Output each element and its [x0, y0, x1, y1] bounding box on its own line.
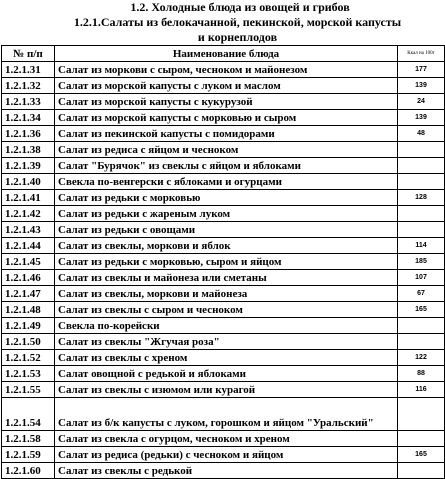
row-number: 1.2.1.43	[2, 222, 55, 238]
row-dish-name: Салат из морской капусты с кукурузой	[55, 94, 398, 110]
section-title: 1.2. Холодные блюда из овощей и грибов	[130, 0, 350, 14]
row-number: 1.2.1.44	[2, 238, 55, 254]
row-kcal: 177	[398, 62, 445, 78]
row-kcal: 48	[398, 126, 445, 142]
row-kcal	[398, 463, 445, 479]
table-row	[2, 382, 445, 398]
row-number: 1.2.1.46	[2, 270, 55, 286]
row-kcal: 88	[398, 366, 445, 382]
row-number: 1.2.1.48	[2, 302, 55, 318]
row-dish-name: Салат из редьки с морковью, сыром и яйцом	[55, 254, 398, 270]
row-kcal: 165	[398, 302, 445, 318]
row-number: 1.2.1.39	[2, 158, 55, 174]
row-dish-name: Салат из свекла с огурцом, чесноком и хреном	[55, 431, 398, 447]
row-kcal	[398, 431, 445, 447]
row-kcal	[398, 142, 445, 158]
row-number: 1.2.1.50	[2, 334, 55, 350]
row-number: 1.2.1.38	[2, 142, 55, 158]
row-number: 1.2.1.31	[2, 62, 55, 78]
row-kcal: 24	[398, 94, 445, 110]
row-dish-name: Салат из редьки с морковью	[55, 190, 398, 206]
table-row	[2, 286, 445, 302]
row-kcal	[398, 334, 445, 350]
table-row	[2, 238, 445, 254]
table-row	[2, 142, 445, 158]
row-kcal	[398, 158, 445, 174]
row-number: 1.2.1.33	[2, 94, 55, 110]
table-row	[2, 398, 445, 431]
row-dish-name: Салат из б/к капусты с луком, горошком и яйцом "Уральский"	[55, 398, 398, 431]
table-row	[2, 254, 445, 270]
row-dish-name: Салат из морской капусты с луком и маслом	[55, 78, 398, 94]
table-row	[2, 222, 445, 238]
row-dish-name: Салат из морской капусты с морковью и сыром	[55, 110, 398, 126]
header-number: № п/п	[2, 46, 55, 62]
row-kcal: 107	[398, 270, 445, 286]
row-dish-name: Салат из свеклы с изюмом или курагой	[55, 382, 398, 398]
row-dish-name: Салат из свеклы, моркови и яблок	[55, 238, 398, 254]
row-dish-name: Салат из свеклы, моркови и майонеза	[55, 286, 398, 302]
row-kcal: 116	[398, 382, 445, 398]
row-kcal	[398, 222, 445, 238]
row-number: 1.2.1.45	[2, 254, 55, 270]
dishes-table	[1, 45, 445, 479]
row-kcal	[398, 174, 445, 190]
row-number: 1.2.1.41	[2, 190, 55, 206]
row-kcal: 139	[398, 78, 445, 94]
row-number: 1.2.1.59	[2, 447, 55, 463]
row-dish-name: Салат "Бурячок" из свеклы с яйцом и яблоками	[55, 158, 398, 174]
table-row	[2, 447, 445, 463]
row-kcal	[398, 318, 445, 334]
table-row	[2, 94, 445, 110]
row-dish-name: Салат из редьки с овощами	[55, 222, 398, 238]
row-dish-name: Свекла по-венгерски с яблоками и огурцами	[55, 174, 398, 190]
row-number: 1.2.1.53	[2, 366, 55, 382]
row-kcal: 122	[398, 350, 445, 366]
table-row	[2, 350, 445, 366]
subsection-title: 1.2.1.Салаты из белокачанной, пекинской, морской капусты	[73, 15, 402, 29]
table-row	[2, 463, 445, 479]
row-dish-name: Салат овощной с редькой и яблоками	[55, 366, 398, 382]
row-number: 1.2.1.54	[2, 398, 55, 431]
row-number: 1.2.1.34	[2, 110, 55, 126]
row-dish-name: Салат из свеклы и майонеза или сметаны	[55, 270, 398, 286]
table-header-row	[2, 46, 445, 62]
row-kcal: 128	[398, 190, 445, 206]
table-body	[2, 62, 445, 479]
table-row	[2, 318, 445, 334]
row-kcal: 185	[398, 254, 445, 270]
subsection-title-continued: и корнеплодов	[197, 30, 278, 44]
table-row	[2, 62, 445, 78]
row-kcal: 165	[398, 447, 445, 463]
table-row	[2, 206, 445, 222]
row-dish-name: Салат из редьки с жареным луком	[55, 206, 398, 222]
row-dish-name: Свекла по-корейски	[55, 318, 398, 334]
row-number: 1.2.1.58	[2, 431, 55, 447]
row-kcal: 114	[398, 238, 445, 254]
row-kcal: 67	[398, 286, 445, 302]
row-dish-name: Салат из свеклы с редькой	[55, 463, 398, 479]
row-dish-name: Салат из редиса (редьки) с чесноком и яйцом	[55, 447, 398, 463]
row-dish-name: Салат из свеклы с хреном	[55, 350, 398, 366]
row-number: 1.2.1.32	[2, 78, 55, 94]
table-row	[2, 174, 445, 190]
header-kcal: Ккал на 100г	[398, 46, 445, 62]
table-row	[2, 190, 445, 206]
row-kcal: 139	[398, 110, 445, 126]
row-number: 1.2.1.55	[2, 382, 55, 398]
row-number: 1.2.1.60	[2, 463, 55, 479]
row-number: 1.2.1.52	[2, 350, 55, 366]
row-dish-name: Салат из пекинской капусты с помидорами	[55, 126, 398, 142]
table-row	[2, 78, 445, 94]
row-dish-name: Салат из свеклы с сыром и чесноком	[55, 302, 398, 318]
row-number: 1.2.1.36	[2, 126, 55, 142]
table-row	[2, 302, 445, 318]
table-row	[2, 270, 445, 286]
row-number: 1.2.1.47	[2, 286, 55, 302]
row-kcal	[398, 206, 445, 222]
table-row	[2, 158, 445, 174]
row-kcal	[398, 398, 445, 431]
row-dish-name: Салат из свеклы "Жгучая роза"	[55, 334, 398, 350]
table-row	[2, 334, 445, 350]
row-dish-name: Салат из редиса с яйцом и чесноком	[55, 142, 398, 158]
table-row	[2, 126, 445, 142]
row-dish-name: Салат из моркови с сыром, чесноком и майонезом	[55, 62, 398, 78]
table-row	[2, 110, 445, 126]
table-row	[2, 366, 445, 382]
row-number: 1.2.1.49	[2, 318, 55, 334]
table-row	[2, 431, 445, 447]
row-number: 1.2.1.42	[2, 206, 55, 222]
row-number: 1.2.1.40	[2, 174, 55, 190]
header-dish-name: Наименование блюда	[55, 46, 398, 62]
